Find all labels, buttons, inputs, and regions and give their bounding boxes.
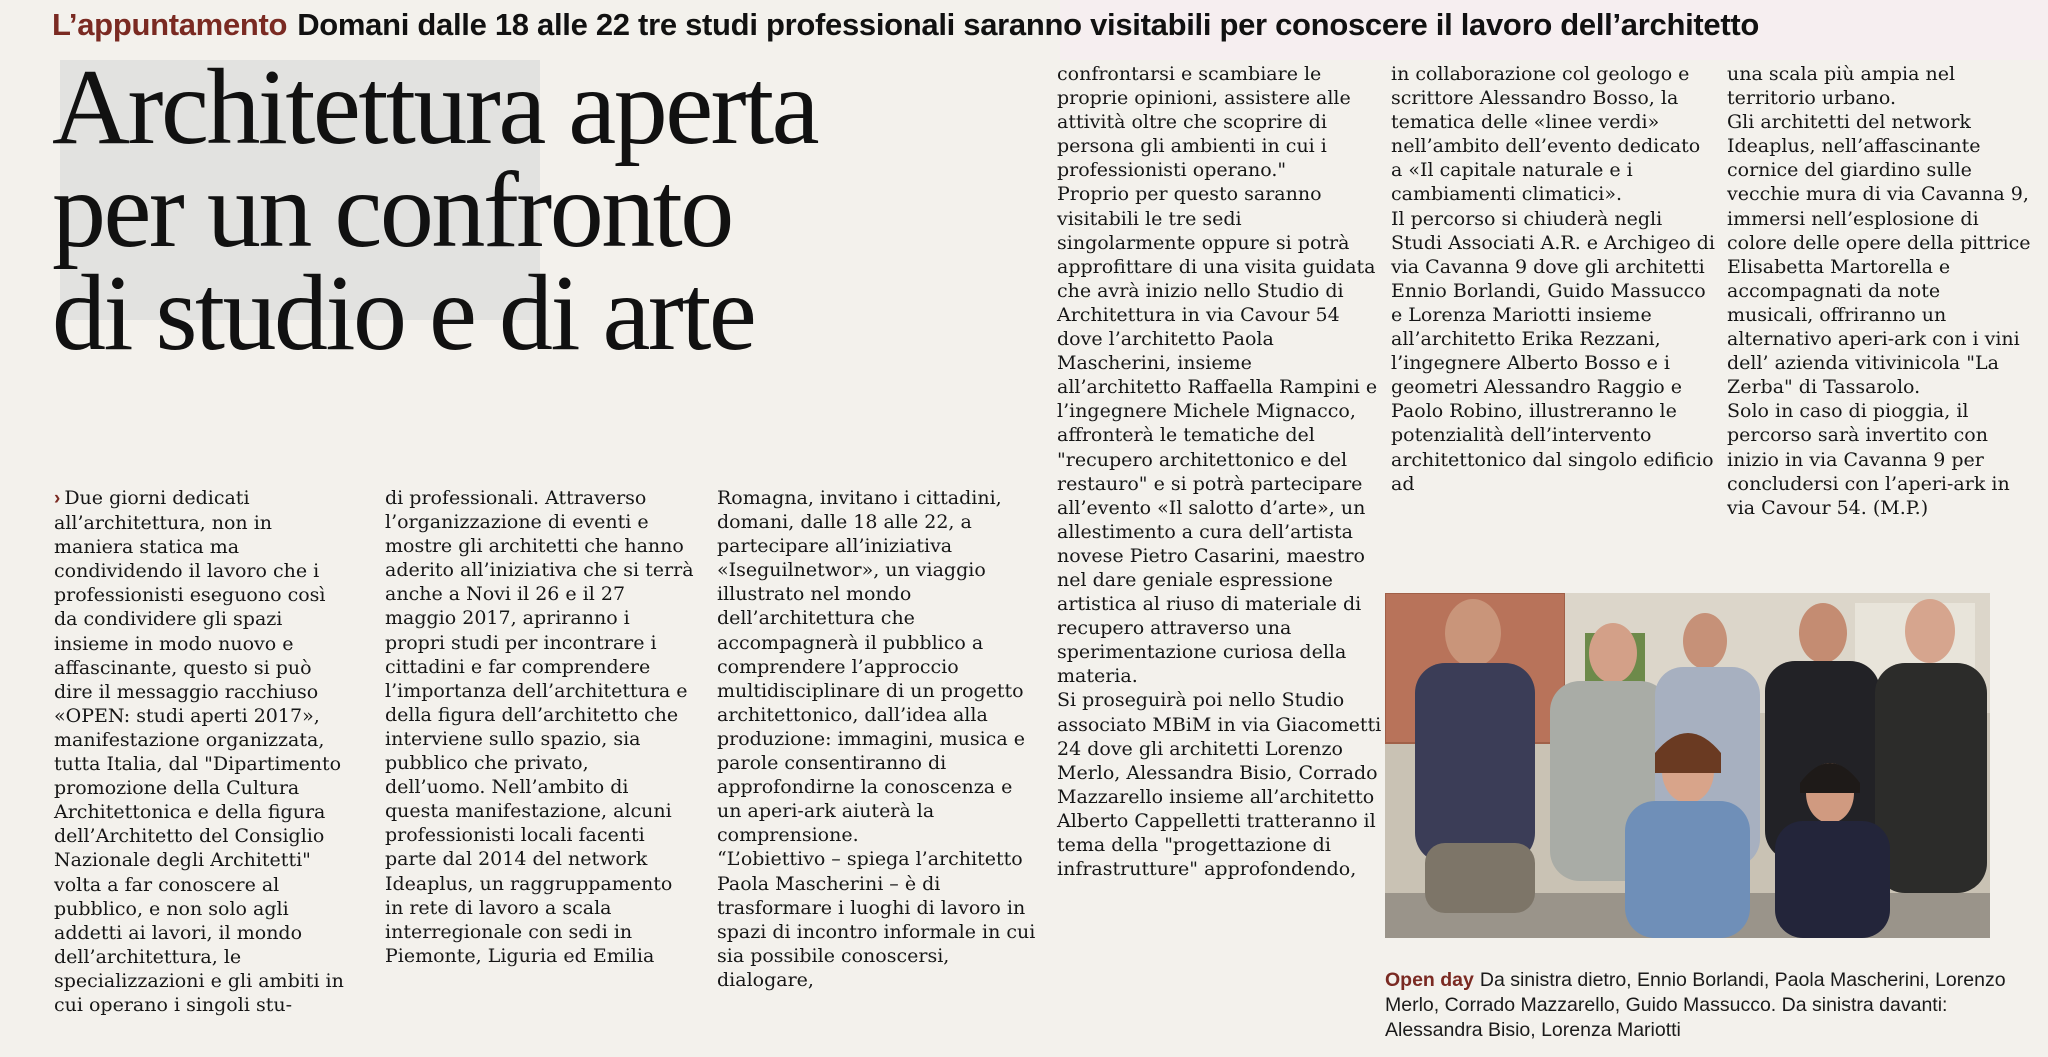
paragraph bbox=[54, 486, 354, 1017]
paragraph: Si proseguirà poi nello Studio associato MBiM in via Giacometti 24 dove gli architetti Lorenzo Merlo, Alessandra Bisio, Corrado Mazzarello insieme all’architetto Alberto Cappelletti tratteranno il tema della "progettazione di infrastrutture" approfondendo, bbox=[1057, 689, 1382, 881]
headline bbox=[52, 48, 1052, 373]
caption-label: Open day bbox=[1385, 969, 1474, 991]
paragraph: Solo in caso di pioggia, il percorso sarà invertito con inizio in via Cavanna 9 per concludersi con l’aperi-ark in via Cavour 54. (M.P.) bbox=[1727, 400, 2010, 519]
article-column-4 bbox=[1057, 62, 1382, 881]
paragraph: Il percorso si chiuderà negli Studi Associati A.R. e Archigeo di via Cavanna 9 dove gli architetti Ennio Borlandi, Guido Massucco e Lorenza Mariotti insieme all’architetto Erika Rezzani, l’ingegnere Alberto Bosso e i geometri Alessandro Raggio e Paolo Robino, illustreranno le potenzialità dell’intervento architettonico dal singolo edificio ad bbox=[1391, 207, 1715, 495]
headline-line-3: di studio e di arte bbox=[52, 254, 755, 373]
paragraph: in collaborazione col geologo e scrittore Alessandro Bosso, la tematica delle «linee verdi» nell’ambito dell’evento dedicato a «Il capitale naturale e i cambiamenti climatici». bbox=[1391, 63, 1701, 206]
photo-caption bbox=[1385, 968, 2025, 1043]
paragraph: Gli architetti del network Ideaplus, nell’affascinante cornice del giardino sulle vecchie mura di via Cavanna 9, immersi nell’esplosione di colore delle opere della pittrice Elisabetta Martorella e accompagnati da note musicali, offriranno un alternativo aperi-ark con i vini dell’ azienda vitivinicola "La Zerba" di Tassarolo. bbox=[1727, 111, 2031, 399]
article-column-6 bbox=[1727, 62, 2032, 520]
article-column-1 bbox=[54, 486, 354, 1017]
headline-line-1: Architettura aperta bbox=[52, 48, 818, 167]
paragraph-text: Due giorni dedicati all’architettura, non in maniera statica ma condividendo il lavoro che i professionisti eseguono così da condividere gli spazi insieme in modo nuovo e affascinante, questo si può dire il messaggio racchiuso «OPEN: studi aperti 2017», manifestazione organizzata, tutta Italia, dal "Dipartimento promozione della Cultura Architettonica e della figura dell’Architetto del Consiglio Nazionale degli Architetti" volta a far conoscere al pubblico, e non solo agli addetti ai lavori, il mondo dell’architettura, le specializzazioni e gli ambiti in cui operano i singoli stu- bbox=[54, 487, 344, 1016]
paragraph: confrontarsi e scambiare le proprie opinioni, assistere alle attività oltre che scoprire di persona gli ambienti in cui i professionisti operano." bbox=[1057, 63, 1351, 182]
paragraph: di professionali. Attraverso l’organizzazione di eventi e mostre gli architetti che hanno aderito all’iniziativa che si terrà anche a Novi il 26 e il 27 maggio 2017, apriranno i propri studi per incontrare i cittadini e far comprendere l’importanza dell’architettura e della figura dell’architetto che interviene sullo spazio, sia pubblico che privato, dell’uomo. Nell’ambito di questa manifestazione, alcuni professionisti locali facenti parte dal 2014 del network Ideaplus, un raggruppamento in rete di lavoro a scala interregionale con sedi in Piemonte, Liguria ed Emilia bbox=[385, 487, 694, 967]
headline-line-2: per un confronto bbox=[52, 151, 732, 270]
article-column-5 bbox=[1391, 62, 1716, 496]
bullet-icon: › bbox=[54, 488, 61, 509]
paragraph: Proprio per questo saranno visitabili le tre sedi singolarmente oppure si potrà approfittare di una visita guidata che avrà inizio nello Studio di Architettura in via Cavour 54 dove l’architetto Paola Mascherini, insieme all’architetto Raffaella Rampini e l’ingegnere Michele Mignacco, affronterà le tematiche del "recupero architettonico e del restauro" e si potrà partecipare all’evento «Il salotto d’arte», un allestimento a cura dell’artista novese Pietro Casarini, maestro nel dare geniale espressione artistica al riuso di materiale di recupero attraverso una sperimentazione curiosa della materia. bbox=[1057, 183, 1378, 688]
article-column-3 bbox=[717, 486, 1042, 992]
caption-text: Da sinistra dietro, Ennio Borlandi, Paola Mascherini, Lorenzo Merlo, Corrado Mazzarello, Guido Massucco. Da sinistra davanti: Alessandra Bisio, Lorenza Mariotti bbox=[1385, 969, 2006, 1041]
group-photo-illustration bbox=[1385, 593, 1990, 938]
article-column-2 bbox=[385, 486, 695, 968]
paragraph: “L’obiettivo – spiega l’architetto Paola Mascherini – è di trasformare i luoghi di lavoro in spazi di incontro informale in cui sia possibile conoscersi, dialogare, bbox=[717, 848, 1036, 991]
kicker bbox=[52, 2, 2042, 52]
paragraph: una scala più ampia nel territorio urbano. bbox=[1727, 63, 1956, 110]
group-photo bbox=[1385, 593, 1990, 938]
kicker-text: Domani dalle 18 alle 22 tre studi professionali saranno visitabili per conoscere il lavoro dell’architetto bbox=[297, 7, 1760, 42]
kicker-label: L’appuntamento bbox=[52, 7, 288, 42]
paragraph: Romagna, invitano i cittadini, domani, dalle 18 alle 22, a partecipare all’iniziativa «Iseguilnetwor», un viaggio illustrato nel mondo dell’architettura che accompagnerà il pubblico a comprendere l’approccio multidisciplinare di un progetto architettonico, dall’idea alla produzione: immagini, musica e parole consentiranno di approfondirne la conoscenza e un aperi-ark aiuterà la comprensione. bbox=[717, 487, 1025, 847]
